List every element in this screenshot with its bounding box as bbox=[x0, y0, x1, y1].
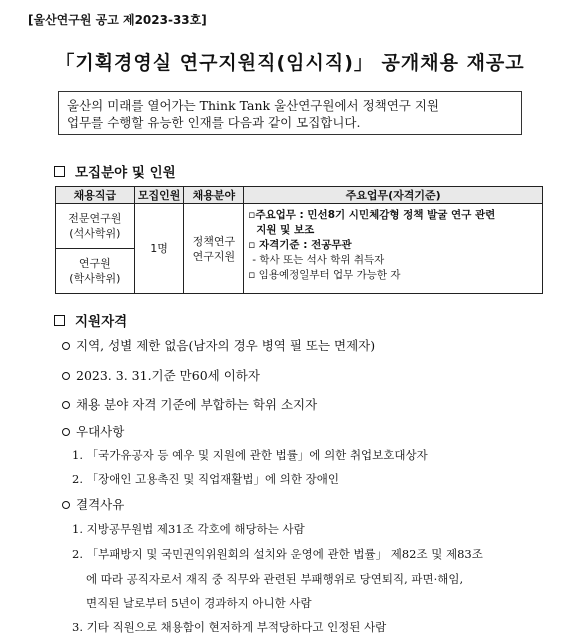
rank-researcher-degree: (학사학위) bbox=[69, 272, 121, 285]
qualification-region-text: 지역, 성별 제한 없음(남자의 경우 병역 필 또는 면제자) bbox=[76, 338, 376, 353]
duty-degree: - 학사 또는 석사 학위 취득자 bbox=[252, 254, 385, 266]
preference-item-2: 2. 「장애인 고용촉진 및 직업재활법」에 의한 장애인 bbox=[72, 472, 339, 486]
preference-heading-text: 우대사항 bbox=[76, 424, 125, 439]
circle-bullet-icon bbox=[62, 372, 70, 380]
preference-heading bbox=[62, 422, 124, 440]
section-title: 지원자격 bbox=[75, 314, 128, 330]
intro-line-2: 업무를 수행할 유능한 인재를 다음과 같이 모집합니다. bbox=[67, 115, 361, 130]
disqualification-item-1: 1. 지방공무원법 제31조 각호에 해당하는 사람 bbox=[72, 522, 305, 536]
square-bullet-icon bbox=[54, 315, 65, 326]
disqualification-heading bbox=[62, 495, 124, 513]
rank-senior-degree: (석사학위) bbox=[69, 227, 121, 240]
duty-main-cont: 지원 및 보조 bbox=[256, 224, 315, 236]
preference-item-1: 1. 「국가유공자 등 예우 및 지원에 관한 법률」에 의한 취업보호대상자 bbox=[72, 448, 428, 462]
table-row bbox=[56, 204, 543, 249]
disqualification-item-2-cont: 에 따라 공직자로서 재직 중 직무와 관련된 부패행위로 당연퇴직, 파면·해임, bbox=[86, 572, 464, 586]
table-header-row bbox=[56, 187, 543, 204]
intro-line-1: 울산의 미래를 열어가는 Think Tank 울산연구원에서 정책연구 지원 bbox=[67, 98, 439, 113]
field-cell bbox=[184, 204, 244, 294]
section-title: 모집분야 및 인원 bbox=[75, 165, 176, 181]
field-line-1: 정책연구 bbox=[192, 234, 236, 248]
duty-main: ▫주요업무 : 민선8기 시민체감형 정책 발굴 연구 관련 bbox=[248, 209, 496, 221]
intro-box bbox=[58, 91, 522, 135]
page-title: 「기획경영실 연구지원직(임시직)」 공개채용 재공고 bbox=[55, 52, 525, 74]
header-duties: 주요업무(자격기준) bbox=[244, 187, 543, 204]
header-count: 모집인원 bbox=[134, 187, 184, 204]
qualification-region bbox=[62, 336, 375, 354]
circle-bullet-icon bbox=[62, 342, 70, 350]
disqualification-item-3: 3. 기타 직원으로 채용함이 현저하게 부적당하다고 인정된 사람 bbox=[72, 620, 387, 634]
disqualification-item-2: 2. 「부패방지 및 국민권익위원회의 설치와 운영에 관한 법률」 제82조 및 제83조 bbox=[72, 547, 483, 561]
count-cell: 1명 bbox=[134, 204, 184, 294]
field-line-2: 연구지원 bbox=[192, 249, 236, 263]
rank-cell-senior bbox=[56, 204, 135, 249]
header-field: 채용분야 bbox=[184, 187, 244, 204]
circle-bullet-icon bbox=[62, 428, 70, 436]
rank-researcher-title: 연구원 bbox=[78, 257, 111, 270]
qualification-age-text: 2023. 3. 31.기준 만60세 이하자 bbox=[76, 368, 260, 383]
duty-availability: ▫ 임용예정일부터 업무 가능한 자 bbox=[248, 269, 401, 281]
duties-cell bbox=[244, 204, 543, 294]
qualification-age bbox=[62, 366, 260, 384]
qualification-degree-text: 채용 분야 자격 기준에 부합하는 학위 소지자 bbox=[76, 397, 318, 412]
section-recruitment-heading bbox=[54, 161, 176, 181]
duty-qualification: ▫ 자격기준 : 전공무관 bbox=[248, 239, 352, 251]
disqualification-heading-text: 결격사유 bbox=[76, 497, 125, 512]
rank-senior-title: 전문연구원 bbox=[68, 212, 122, 225]
square-bullet-icon bbox=[54, 166, 65, 177]
notice-number: [울산연구원 공고 제2023-33호] bbox=[28, 13, 207, 27]
circle-bullet-icon bbox=[62, 501, 70, 509]
rank-cell-researcher bbox=[56, 249, 135, 294]
circle-bullet-icon bbox=[62, 401, 70, 409]
qualification-degree bbox=[62, 395, 317, 413]
disqualification-item-2-cont: 면직된 날로부터 5년이 경과하지 아니한 사람 bbox=[86, 596, 312, 610]
recruitment-table bbox=[55, 186, 543, 294]
header-rank: 채용직급 bbox=[56, 187, 135, 204]
section-qualification-heading bbox=[54, 310, 127, 330]
